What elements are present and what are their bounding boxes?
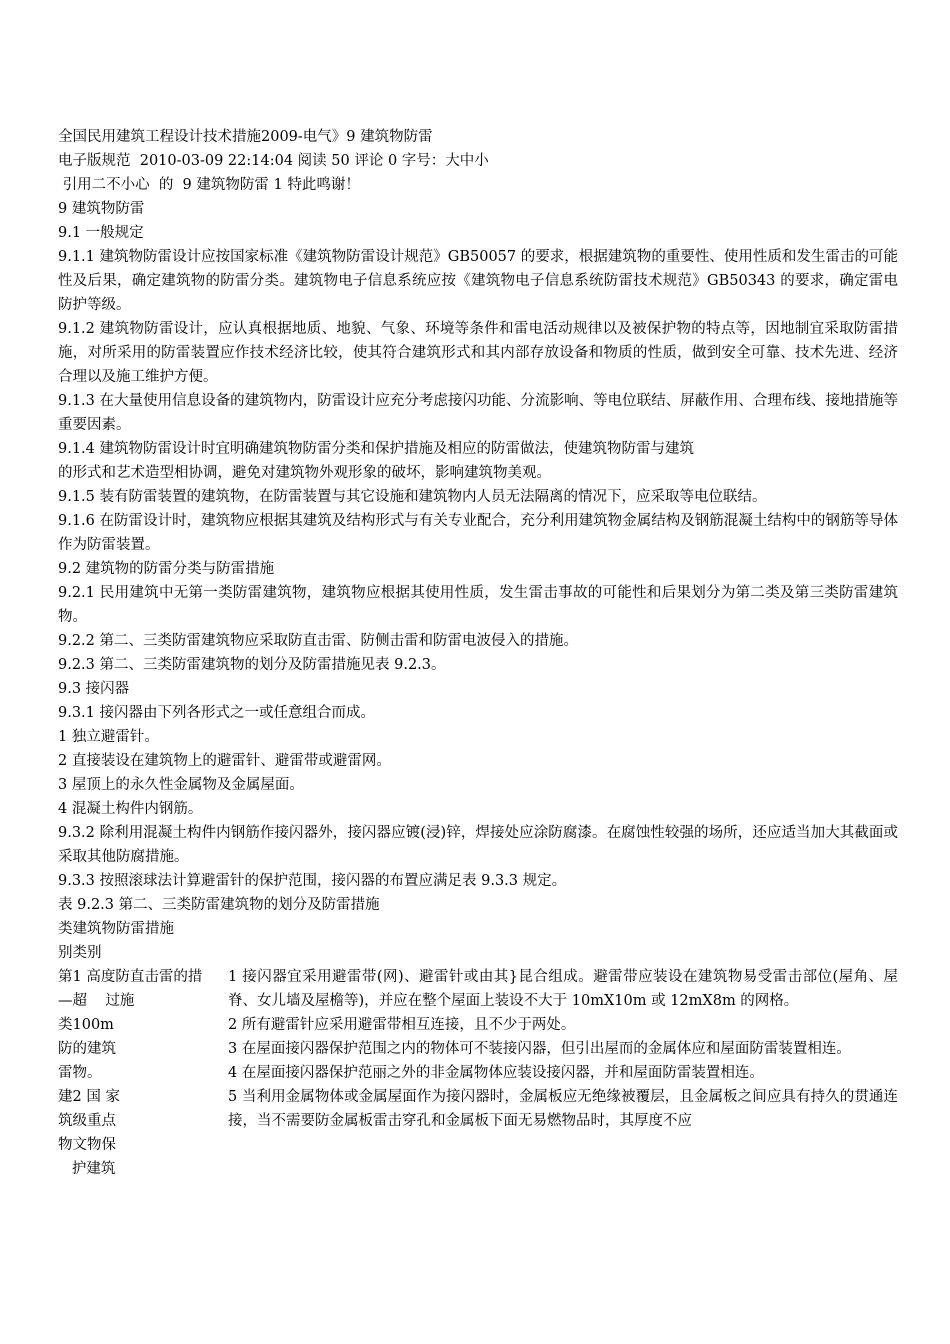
list-item: 1 独立避雷针。 (58, 729, 159, 745)
table-category-line: 建2 国 家 (58, 1089, 120, 1105)
document-title: 全国民用建筑工程设计技术措施2009-电气》9 建筑物防雷 (58, 129, 433, 145)
table-header-row1: 类建筑物防雷措施 (58, 921, 174, 937)
table-category-line: 筑级重点 (58, 1113, 116, 1129)
clause-9-1-3: 9.1.3 在大量使用信息设备的建筑物内，防雷设计应充分考虑接闪功能、分流影响、等电位联结、屏蔽作用、合理布线、接地措施等重要因素。 (58, 393, 898, 433)
table-title: 表 9.2.3 第二、三类防雷建筑物的划分及防雷措施 (58, 897, 380, 913)
table-category-line: —超 过施 (58, 993, 135, 1009)
table-category-line: 类100m (58, 1017, 114, 1033)
lightning-table (58, 965, 898, 1175)
clause-9-1-1: 9.1.1 建筑物防雷设计应按国家标准《建筑物防雷设计规范》GB50057 的要求，根据建筑物的重要性、使用性质和发生雷击的可能性及后果，确定建筑物的防雷分类。建筑物电子信息系统应按《建筑物电子信息系统防雷技术规范》GB50343 的要求，确定雷电防护等级。 (58, 249, 898, 313)
document-meta: 电子版规范 2010-03-09 22:14:04 阅读 50 评论 0 字号：大中小 (58, 153, 489, 169)
list-item: 2 直接装设在建筑物上的避雷针、避雷带或避雷网。 (58, 753, 391, 769)
list-item: 4 混凝土构件内钢筋。 (58, 801, 203, 817)
section-heading-9-3: 9.3 接闪器 (58, 681, 130, 697)
table-measure-item: 1 接闪器宜采用避雷带(网)、避雷针或由其}昆合组成。避雷带应装设在建筑物易受雷击部位(屋角、屋脊、女儿墙及屋檐等)，并应在整个屋面上装设不大于 10mX10m 或 12mX8m 的网格。 (228, 969, 898, 1009)
clause-9-1-2: 9.1.2 建筑物防雷设计，应认真根据地质、地貌、气象、环境等条件和雷电活动规律以及被保护物的特点等，因地制宜采取防雷措施，对所采用的防雷装置应作技术经济比较，使其符合建筑形式和其内部存放设备和物质的性质，做到安全可靠、技术先进、经济合理以及施工维护方便。 (58, 321, 898, 385)
clause-9-2-2: 9.2.2 第二、三类防雷建筑物应采取防直击雷、防侧击雷和防雷电波侵入的措施。 (58, 633, 579, 649)
clause-9-3-1: 9.3.1 接闪器由下列各形式之一或任意组合而成。 (58, 705, 376, 721)
table-category-line: 物文物保 (58, 1137, 116, 1153)
clause-9-3-3: 9.3.3 按照滚球法计算避雷针的保护范围，接闪器的布置应满足表 9.3.3 规定。 (58, 873, 567, 889)
table-measure-item: 5 当利用金属物体或金属屋面作为接闪器时，金属板应无绝缘被覆层，且金属板之间应具有持久的贯通连接，当不需要防金属板雷击穿孔和金属板下面无易燃物品时，其厚度不应 (228, 1089, 898, 1129)
list-item: 3 屋顶上的永久性金属物及金属屋面。 (58, 777, 304, 793)
table-measures-column (228, 965, 898, 1133)
table-category-column (58, 965, 228, 1181)
table-category-line: 防的建筑 (58, 1041, 116, 1057)
chapter-heading: 9 建筑物防雷 (58, 201, 145, 217)
clause-9-1-6: 9.1.6 在防雷设计时，建筑物应根据其建筑及结构形式与有关专业配合，充分利用建筑物金属结构及钢筋混凝土结构中的钢筋等导体作为防雷装置。 (58, 513, 898, 553)
clause-9-1-4-line2: 的形式和艺术造型相协调，避免对建筑物外观形象的破坏，影响建筑物美观。 (58, 465, 551, 481)
clause-9-2-3: 9.2.3 第二、三类防雷建筑物的划分及防雷措施见表 9.2.3。 (58, 657, 446, 673)
table-measure-item: 2 所有避雷针应采用避雷带相互连接，且不少于两处。 (228, 1017, 576, 1033)
table-measure-item: 4 在屋面接闪器保护范丽之外的非金属物体应装设接闪器，并和屋面防雷装置相连。 (228, 1065, 764, 1081)
clause-9-1-4-line1: 9.1.4 建筑物防雷设计时宜明确建筑物防雷分类和保护措施及相应的防雷做法，使建筑物防雷与建筑 (58, 441, 694, 457)
table-measure-item: 3 在屋面接闪器保护范围之内的物体可不装接闪器，但引出屋而的金属体应和屋面防雷装置相连。 (228, 1041, 851, 1057)
clause-9-3-2: 9.3.2 除利用混凝土构件内钢筋作接闪器外，接闪器应镀(浸)锌，焊接处应涂防腐漆。在腐蚀性较强的场所，还应适当加大其截面或采取其他防腐措施。 (58, 825, 898, 865)
clause-9-2-1: 9.2.1 民用建筑中无第一类防雷建筑物，建筑物应根据其使用性质，发生雷击事故的可能性和后果划分为第二类及第三类防雷建筑物。 (58, 585, 898, 625)
document-quote: 引用二不小心 的 9 建筑物防雷 1 特此鸣谢！ (58, 177, 360, 193)
table-category-line: 第1 高度防直击雷的措 (58, 969, 203, 985)
section-heading-9-2: 9.2 建筑物的防雷分类与防雷措施 (58, 561, 275, 577)
document-page (58, 125, 898, 1175)
table-header-row2: 别类别 (58, 945, 102, 961)
table-category-line: 护建筑 (58, 1161, 116, 1177)
table-category-line: 雷物。 (58, 1065, 102, 1081)
section-heading-9-1: 9.1 一般规定 (58, 225, 144, 241)
clause-9-1-5: 9.1.5 装有防雷装置的建筑物，在防雷装置与其它设施和建筑物内人员无法隔离的情况下，应采取等电位联结。 (58, 489, 767, 505)
